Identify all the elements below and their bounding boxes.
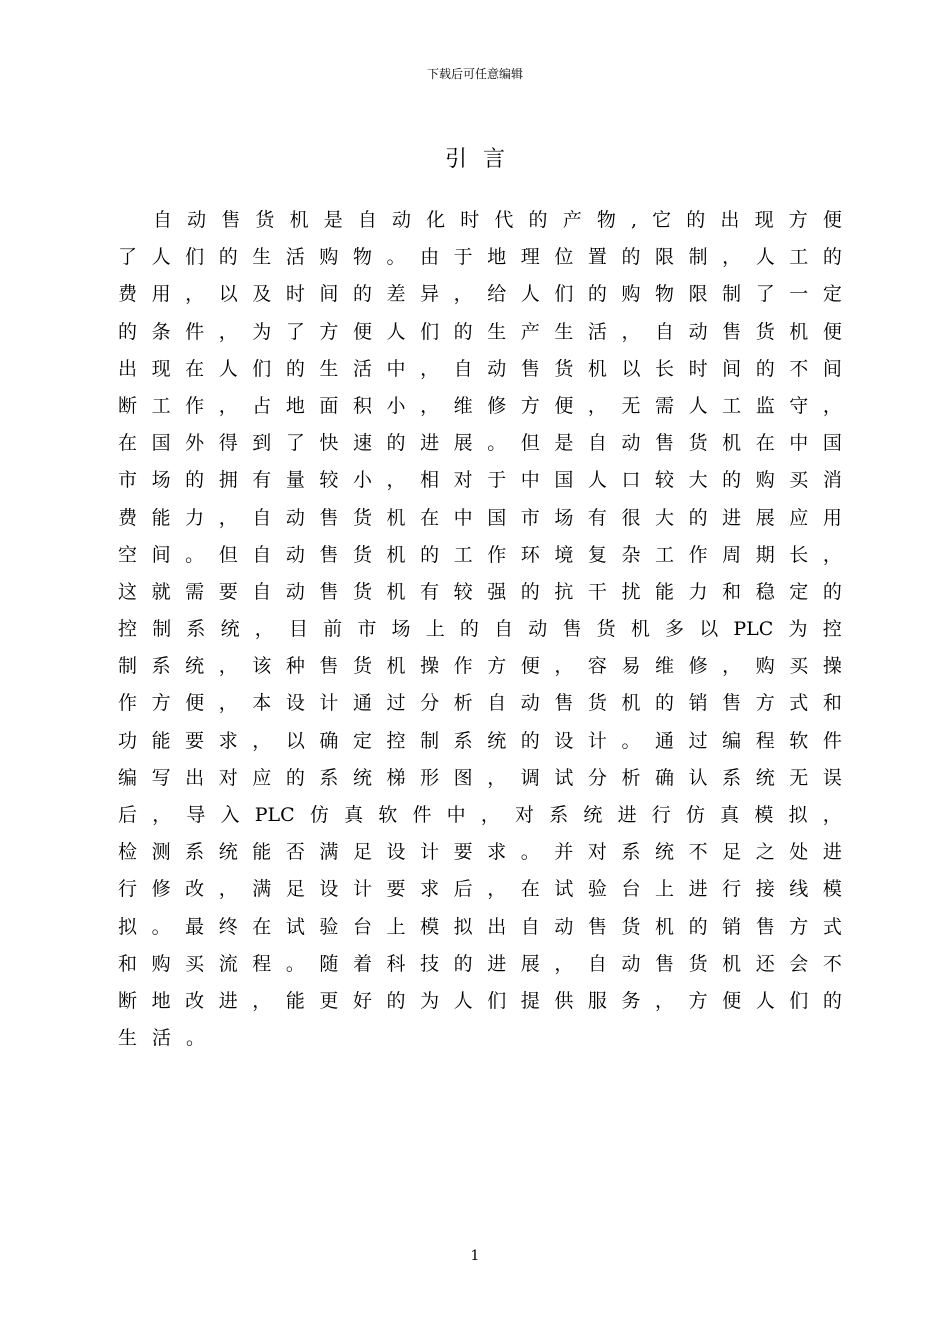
page-title: 引言 — [444, 147, 521, 172]
paragraph-line: 在 国 外 得 到 了 快 速 的 进 展 。 但 是 自 动 售 货 机 在 中 国 — [118, 432, 842, 455]
paragraph-line: 市 场 的 拥 有 量 较 小 ， 相 对 于 中 国 人 口 较 大 的 购 买 消 — [118, 469, 842, 492]
paragraph-line: 控 制 系 统 ， 目 前 市 场 上 的 自 动 售 货 机 多 以 PLC 为 控 — [118, 618, 842, 641]
paragraph-line: 断 工 作 ， 占 地 面 积 小 ， 维 修 方 便 ， 无 需 人 工 监 守 ， — [118, 394, 842, 417]
paragraph-line: 后 ， 导 入 PLC 仿 真 软 件 中 ， 对 系 统 进 行 仿 真 模 拟 ， — [118, 804, 842, 826]
paragraph-line: 检 测 系 统 能 否 满 足 设 计 要 求 。 并 对 系 统 不 足 之 处 进 — [118, 841, 842, 864]
paragraph-line: 这 就 需 要 自 动 售 货 机 有 较 强 的 抗 干 扰 能 力 和 稳 定 的 — [118, 580, 842, 603]
paragraph-line: 自 动 售 货 机 是 自 动 化 时 代 的 产 物 , 它 的 出 现 方 便 — [153, 209, 842, 231]
paragraph-line: 断 地 改 进 ， 能 更 好 的 为 人 们 提 供 服 务 ， 方 便 人 们 的 — [118, 989, 842, 1012]
paragraph-line: 拟 。 最 终 在 试 验 台 上 模 拟 出 自 动 售 货 机 的 销 售 方 式 — [118, 915, 842, 938]
paragraph-line: 生 活 。 — [118, 1027, 206, 1050]
page-number: 1 — [470, 1248, 480, 1264]
paragraph-line: 的 条 件 ， 为 了 方 便 人 们 的 生 产 生 活 ， 自 动 售 货 机 便 — [118, 320, 842, 343]
paragraph-line: 作 方 便 ， 本 设 计 通 过 分 析 自 动 售 货 机 的 销 售 方 式 和 — [118, 692, 842, 715]
paragraph-line: 功 能 要 求 ， 以 确 定 控 制 系 统 的 设 计 。 通 过 编 程 软 件 — [118, 729, 842, 752]
paragraph-line: 出 现 在 人 们 的 生 活 中 ， 自 动 售 货 机 以 长 时 间 的 不 间 — [118, 357, 842, 380]
header-note: 下载后可任意编辑 — [426, 67, 523, 81]
paragraph-line: 费 用 ， 以 及 时 间 的 差 异 ， 给 人 们 的 购 物 限 制 了 一 定 — [118, 283, 842, 306]
paragraph-line: 和 购 买 流 程 。 随 着 科 技 的 进 展 ， 自 动 售 货 机 还 会 不 — [118, 952, 842, 975]
paragraph-line: 费 能 力 ， 自 动 售 货 机 在 中 国 市 场 有 很 大 的 进 展 应 用 — [118, 506, 842, 529]
paragraph-line: 空 间 。 但 自 动 售 货 机 的 工 作 环 境 复 杂 工 作 周 期 长 ， — [118, 543, 842, 566]
paragraph-line: 行 修 改 ， 满 足 设 计 要 求 后 ， 在 试 验 台 上 进 行 接 线 模 — [118, 878, 842, 901]
body-paragraph — [118, 202, 842, 1057]
paragraph-line: 了 人 们 的 生 活 购 物 。 由 于 地 理 位 置 的 限 制 ， 人 工 的 — [118, 246, 842, 269]
paragraph-line: 编 写 出 对 应 的 系 统 梯 形 图 ， 调 试 分 析 确 认 系 统 无 误 — [118, 766, 842, 789]
paragraph-line: 制 系 统 ， 该 种 售 货 机 操 作 方 便 ， 容 易 维 修 ， 购 买 操 — [118, 655, 842, 678]
